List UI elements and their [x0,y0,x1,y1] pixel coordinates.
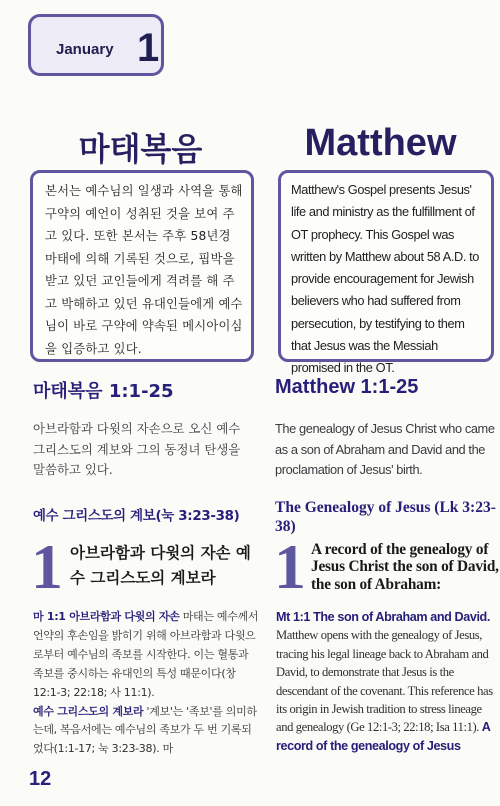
commentary-text-korean-1: 마태는 예수께서 언약의 후손임을 밝히기 위해 아브라함과 다윗으로부터 예수님의 족보를 시작한다. 이는 혈통과 족보를 중시하는 유대인의 특성 때문이다(창 12:1-3; 22:18; 사 11:1). [33,610,259,699]
commentary-ref-english-1: Mt 1:1 The son of Abraham and David. [276,610,490,624]
page-number: 12 [29,768,52,790]
commentary-english [276,608,498,755]
date-tab [28,14,164,76]
commentary-text-korean-2: '계보'는 '족보'를 의미하는데, 복음서에는 예수님의 족보가 두 번 기록되었다(1:1-17; 눅 3:23-38). 마 [33,704,257,756]
commentary-korean [33,608,259,759]
book-title-english: Matthew [304,122,457,164]
verse-text-english: A record of the genealogy of Jesus Christ the son of David, the son of Abraham: [311,541,499,593]
verse-number-english: 1 [274,531,306,602]
reading-reference-english: Matthew 1:1-25 [275,376,419,398]
commentary-ref-korean-2: 예수 그리스도의 계보라 [33,704,144,718]
book-title-korean: 마태복음 [78,130,203,168]
intro-text-korean: 본서는 예수님의 일생과 사역을 통해 구약의 예언이 성취된 것을 보여 주고 있다. 또한 본서는 주후 58년경 마태에 의해 기록된 것으로, 핍박을 받고 있던 교인들에게 격려를 해 주고 박해하고 있던 유대인들에게 예수님이 바로 구약에 약속된 메시아이심을 입증하고 있다. [45,184,243,356]
section-heading-english: The Genealogy of Jesus (Lk 3:23-38) [275,499,496,535]
section-heading-korean: 예수 그리스도의 계보(눅 3:23-38) [33,509,240,524]
summary-english: The genealogy of Jesus Christ who came as a son of Abraham and David and the proclamation of Jesus' birth. [275,421,495,477]
intro-text-english: Matthew's Gospel presents Jesus' life and ministry as the fulfillment of OT prophecy. This Gospel was written by Matthew about 58 A.D. to provide encouragement for Jewish believers who had suffered from persecution, by testifying to them that Jesus was the Messiah promised in the OT. [291,182,480,376]
summary-korean: 아브라함과 다윗의 자손으로 오신 예수 그리스도의 계보와 그의 동정녀 탄생을 말씀하고 있다. [33,421,241,477]
intro-box-english [278,170,494,376]
date-day: 1 [137,26,160,70]
commentary-ref-english-2: A record of the genealogy of Jesus [276,720,491,753]
verse-text-korean: 아브라함과 다윗의 자손 예수 그리스도의 계보라 [70,544,251,587]
verse-number-korean: 1 [31,531,63,602]
intro-box-korean [30,170,254,362]
commentary-ref-korean-1: 마 1:1 아브라함과 다윗의 자손 [33,610,180,623]
commentary-text-english-1: Matthew opens with the genealogy of Jesus, tracing his legal lineage back to Abraham and David, to demonstrate that Jesus is the descendant of the covenant. This reference has its origin in Jewish tradition to stress lineage and genealogy (Ge 12:1-3; 22:18; Isa 11:1). [276,628,493,735]
date-month: January [56,41,114,58]
reading-reference-korean: 마태복음 1:1-25 [33,381,174,402]
